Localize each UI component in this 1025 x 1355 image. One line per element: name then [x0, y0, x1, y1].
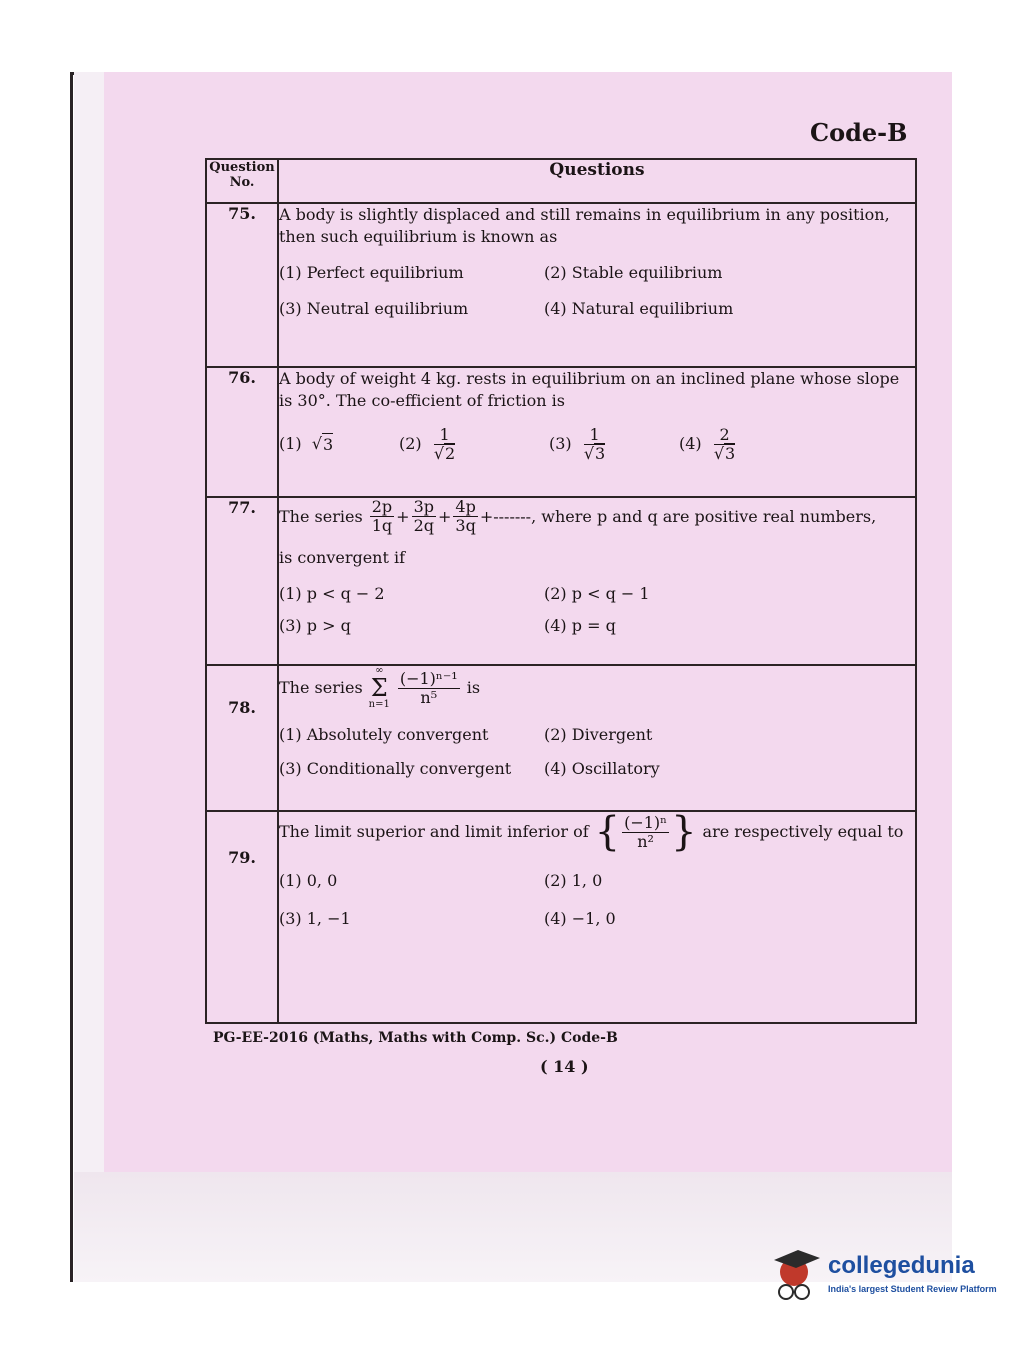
logo-tagline: India's largest Student Review Platform — [828, 1284, 997, 1294]
option-1: (1) Absolutely convergent — [279, 725, 489, 744]
option-2: (2) Divergent — [544, 725, 653, 744]
question-stem: The series ∞ Σ n=1 $\frac{\text{(−1)ⁿ⁻¹}}{\text{n⁵}}$ is — [279, 665, 481, 710]
question-body — [278, 811, 916, 1023]
option-2: (2) 1, 0 — [544, 871, 603, 890]
option-3: (3) p > q — [279, 616, 351, 635]
question-stem-cont: is convergent if — [279, 548, 406, 567]
option-1: (1) Perfect equilibrium — [279, 263, 464, 282]
option-3: (3) Neutral equilibrium — [279, 299, 469, 318]
question-row — [206, 367, 916, 497]
option-3: (3) 1, −1 — [279, 909, 351, 928]
option-1: (1) √ 3 — [279, 434, 334, 454]
option-4: (4) −1, 0 — [544, 909, 616, 928]
summation: ∞ Σ n=1 — [368, 665, 390, 710]
table-header-row — [206, 159, 916, 203]
question-number: 79. — [206, 811, 278, 1023]
question-body — [278, 665, 916, 811]
paper-code: Code-B — [810, 118, 908, 147]
option-row — [279, 615, 915, 637]
series-term: $\frac{2p}{1q}$ — [371, 497, 393, 535]
question-number: 77. — [206, 497, 278, 665]
question-stem: The limit superior and limit inferior of { $\frac{\text{(−1)ⁿ}}{\text{n²}}$ } are respectively equal to — [279, 809, 904, 855]
question-body — [278, 203, 916, 367]
option-4: (4) Oscillatory — [544, 759, 660, 778]
option-row — [279, 583, 915, 605]
option-row — [279, 262, 915, 284]
option-4: (4) Natural equilibrium — [544, 299, 734, 318]
collegedunia-logo — [768, 1248, 998, 1312]
option-4: (4) $\frac{2}{√3}$ — [679, 424, 736, 463]
option-1: (1) p < q − 2 — [279, 584, 385, 603]
question-row — [206, 811, 916, 1023]
option-row — [279, 418, 915, 470]
option-1: (1) 0, 0 — [279, 871, 338, 890]
option-2: (2) Stable equilibrium — [544, 263, 723, 282]
option-row — [279, 298, 915, 320]
question-number: 76. — [206, 367, 278, 497]
question-stem: The series $\frac{2p}{1q}$ + $\frac{3p}{2q}$ + $\frac{4p}{3q}$ +-------, where p and q are positive real numbers, — [279, 497, 877, 535]
set-brace: { $\frac{\text{(−1)ⁿ}}{\text{n²}}$ } — [594, 809, 697, 855]
option-row — [279, 724, 915, 746]
option-row — [279, 908, 915, 930]
series-term: $\frac{\text{(−1)ⁿ⁻¹}}{\text{n⁵}}$ — [399, 668, 458, 707]
question-body — [278, 497, 916, 665]
option-3: (3) $\frac{1}{√3}$ — [549, 424, 606, 463]
question-no-header: Question No. — [206, 159, 278, 203]
question-stem: A body is slightly displaced and still remains in equilibrium in any position, then such equilibrium is known as — [279, 205, 890, 246]
page-number: ( 14 ) — [540, 1057, 589, 1076]
option-row — [279, 758, 915, 780]
question-body — [278, 367, 916, 497]
option-3: (3) Conditionally convergent — [279, 759, 512, 778]
series-term: $\frac{3p}{2q}$ — [413, 497, 434, 535]
option-4: (4) p = q — [544, 616, 616, 635]
question-row — [206, 203, 916, 367]
question-row — [206, 497, 916, 665]
mascot-icon — [768, 1248, 824, 1312]
question-number: 75. — [206, 203, 278, 367]
series-term: $\frac{4p}{3q}$ — [455, 497, 476, 535]
footer-code: PG-EE-2016 (Maths, Maths with Comp. Sc.) Code-B — [213, 1030, 618, 1046]
questions-header: Questions — [278, 159, 916, 203]
question-row — [206, 665, 916, 811]
question-number: 78. — [206, 665, 278, 811]
scan-edge — [70, 72, 73, 1282]
option-2: (2) p < q − 1 — [544, 584, 650, 603]
logo-wordmark: collegedunia — [828, 1252, 975, 1279]
question-stem: A body of weight 4 kg. rests in equilibrium on an inclined plane whose slope is 30°. The co-efficient of friction is — [279, 369, 900, 410]
question-table — [205, 158, 917, 1024]
option-2: (2) $\frac{1}{√2}$ — [399, 424, 456, 463]
option-row — [279, 870, 915, 892]
